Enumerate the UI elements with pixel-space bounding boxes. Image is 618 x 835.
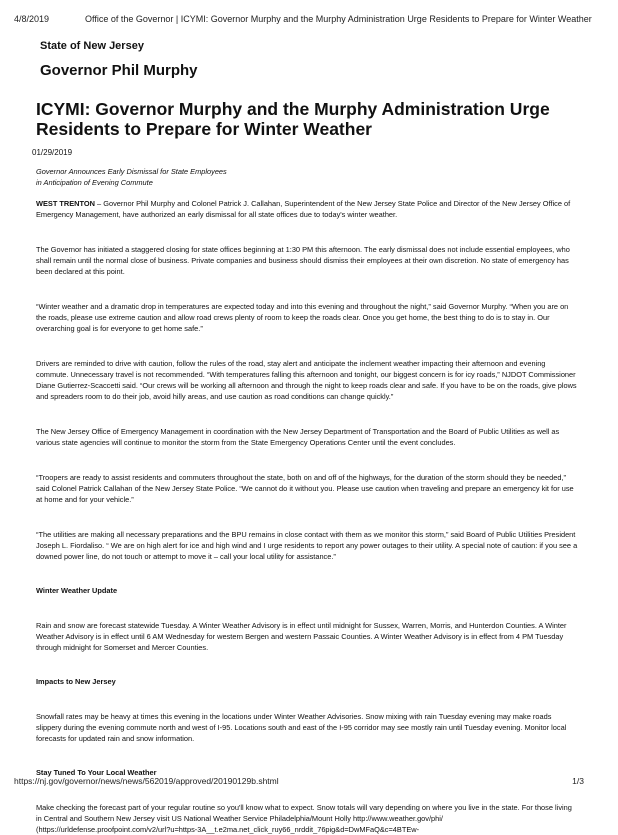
section-text-impacts: Snowfall rates may be heavy at times this evening in the locations under Winter Weather Advisories. Snow mixing with rain Tuesday evening may make roads slippery during the evening commute north and west of I-95. Locations south and east of the I-95 corridor may see mostly rain until Tuesday evening. Monitor local forecasts for updated rain and snow information.: [36, 712, 567, 743]
section-title-impacts: Impacts to New Jersey: [36, 677, 116, 686]
print-title: Office of the Governor | ICYMI: Governor Murphy and the Murphy Administration Urge Residents to Prepare for Winter Weather: [85, 14, 592, 24]
paragraph-oem: The New Jersey Office of Emergency Management in coordination with the New Jersey Department of Transportation and the Board of Public Utilities as well as various state agencies will continue to monitor the storm from the State Emergency Operations Center until the event concludes.: [36, 427, 560, 447]
subhead-line-2: in Anticipation of Evening Commute: [36, 178, 153, 187]
subhead-line-1: Governor Announces Early Dismissal for State Employees: [36, 167, 227, 176]
paragraph-troopers: “Troopers are ready to assist residents and commuters throughout the state, both on and off of the highways, for the duration of the storm should they be needed,” said Colonel Patrick Callahan of the New Jersey State Police. “We cannot do it without you. Please use caution when traveling and prepare an emergency kit for use at home and for your vehicle.”: [36, 473, 574, 504]
paragraph-utilities: “The utilities are making all necessary preparations and the BPU remains in close contact with them as we monitor this storm,” said Board of Public Utilities President Joseph L. Fiordaliso. “ We are on high alert for ice and high wind and I urge residents to report any power outages to their utility. A special note of caution: if you see a downed power line, do not touch or attempt to move it – call your local utility for assistance.”: [36, 530, 578, 561]
lead-text: – Governor Phil Murphy and Colonel Patrick J. Callahan, Superintendent of the New Jersey State Police and Director of the New Jersey Office of Emergency Management, have authorized an early dismissal for all state offices due to today's winter weather.: [36, 199, 571, 219]
paragraph-governor-quote: “Winter weather and a dramatic drop in temperatures are expected today and into this evening and throughout the night,” said Governor Murphy. “When you are on the roads, please use extreme caution and allow road crews plenty of room to keep the roads clear. Once you get home, the best thing to do is to stay in. Our overarching goal is for everyone to get home safe.”: [36, 302, 569, 333]
article-lead-paragraph: [36, 198, 578, 220]
section-text-local-weather: Make checking the forecast part of your regular routine so you'll know what to expect. Snow totals will vary depending on where you live in the state. For those living in Central and Southern New Jersey visit US National Weather Service Philadelphia/Mount Holly http://www.weather.gov/phi/ (https://urldefense.proofpoint.com/v2/url?u=https-3A__t.e2ma.net_click_ruy66_nrddit_76pig&d=DwMFaQ&c=4BTEw-: [36, 803, 572, 834]
article-date: 01/29/2019: [32, 148, 73, 157]
section-title-local-weather: Stay Tuned To Your Local Weather: [36, 768, 157, 777]
print-date: 4/8/2019: [14, 14, 50, 24]
site-state-name[interactable]: State of New Jersey: [40, 40, 144, 52]
dateline: WEST TRENTON: [36, 199, 95, 208]
section-title-winter-weather-update: Winter Weather Update: [36, 586, 118, 595]
article-subhead: [36, 166, 578, 188]
article-headline: ICYMI: Governor Murphy and the Murphy Administration Urge Residents to Prepare for Winter Weather: [36, 99, 550, 139]
print-url: https://nj.gov/governor/news/news/562019/approved/20190129b.shtml: [14, 776, 279, 786]
section-text-winter-weather-update: Rain and snow are forecast statewide Tuesday. A Winter Weather Advisory is in effect until midnight for Sussex, Warren, Morris, and Hunterdon Counties. A Winter Weather Advisory is in effect until 6 AM Wednesday for western Bergen and western Passaic Counties. A Winter Weather Advisory is in effect from 4 PM Tuesday through midnight for Somerset and Mercer Counties.: [36, 621, 567, 652]
page-number: 1/3: [572, 776, 584, 786]
site-governor-name[interactable]: Governor Phil Murphy: [40, 62, 198, 79]
paragraph-staggered-closing: The Governor has initiated a staggered closing for state offices beginning at 1:30 PM this afternoon. The early dismissal does not include essential employees, who shall remain until the normal close of business. Private companies and business should dismiss their employees at their own discretion. No state of emergency has been declared at this point.: [36, 245, 570, 276]
paragraph-drivers: Drivers are reminded to drive with caution, follow the rules of the road, stay alert and anticipate the inclement weather impacting their afternoon and evening commute. Unnecessary travel is not recommended. “With temperatures falling this afternoon and tonight, our biggest concern is for icy roads,” NJDOT Commissioner Diane Gutierrez-Scaccetti said. “Our crews will be working all afternoon and through the night to keep roads clear and safe. If you have to be on the roads, give plows and spreaders room to do their job, avoid hilly areas, and use caution as road conditions can change quickly.”: [36, 359, 577, 401]
page-content: [32, 36, 578, 835]
